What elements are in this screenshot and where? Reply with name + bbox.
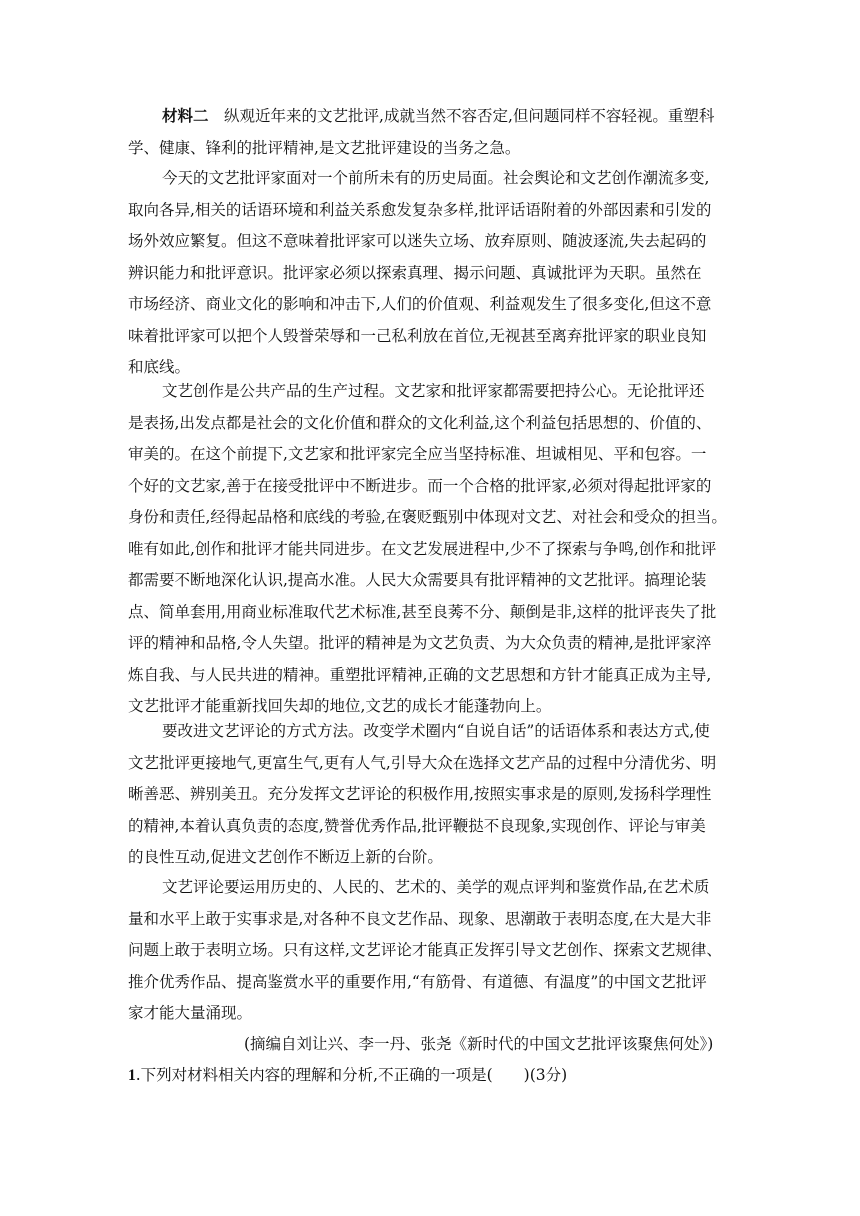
text-line: 和底线。 xyxy=(128,358,191,376)
text-line: 家才能大量涌现。 xyxy=(128,1004,253,1022)
text-span: 纵观近年来的文艺批评,成就当然不容否定,但问题同样不容轻视。重塑科 xyxy=(224,107,715,125)
text-line: 市场经济、商业文化的影响和冲击下,人们的价值观、利益观发生了很多变化,但这不意 xyxy=(128,295,712,313)
material-label: 材料二 xyxy=(162,106,209,125)
text-line: 推介优秀作品、提高鉴赏水平的重要作用,“有筋骨、有道德、有温度”的中国文艺批评 xyxy=(128,972,707,991)
text-line: 的良性互动,促进文艺创作不断迈上新的台阶。 xyxy=(128,848,443,866)
text-line: 是表扬,出发点都是社会的文化价值和群众的文化利益,这个利益包括思想的、价值的、 xyxy=(128,413,712,432)
text-line: 量和水平上敢于实事求是,对各种不良文艺作品、现象、思潮敢于表明态度,在大是大非 xyxy=(128,909,712,928)
text-line: 文艺评论要运用历史的、人民的、艺术的、美学的观点评判和鉴赏作品,在艺术质 xyxy=(162,878,710,896)
text-line: 都需要不断地深化认识,提高水准。人民大众需要具有批评精神的文艺批评。搞理论装 xyxy=(128,571,707,589)
text-line: 味着批评家可以把个人毁誉荣辱和一己私利放在首位,无视甚至离弃批评家的职业良知 xyxy=(128,326,707,345)
text-line: 评的精神和品格,令人失望。批评的精神是为文艺负责、为大众负责的精神,是批评家淬 xyxy=(128,634,712,652)
body-paragraph-1 xyxy=(128,163,748,384)
material-two-paragraph xyxy=(128,100,748,164)
text-line: 的精神,本着认真负责的态度,赞誉优秀作品,批评鞭挞不良现象,实现创作、评论与审美 xyxy=(128,816,706,835)
body-paragraph-3 xyxy=(128,716,748,874)
text-line: 个好的文艺家,善于在接受批评中不断进步。而一个合格的批评家,必须对得起批评家的 xyxy=(128,476,712,495)
question-1 xyxy=(128,1060,567,1091)
text-line: 取向各异,相关的话语环境和利益关系愈发复杂多样,批评话语附着的外部因素和引发的 xyxy=(128,200,712,219)
text-line: 文艺创作是公共产品的生产过程。文艺家和批评家都需要把持公心。无论批评还 xyxy=(162,382,705,400)
text-line: 唯有如此,创作和批评才能共同进步。在文艺发展进程中,少不了探索与争鸣,创作和批评 xyxy=(128,539,717,558)
text-line: 学、健康、锋利的批评精神,是文艺批评建设的当务之急。 xyxy=(128,138,521,157)
text-line: 问题上敢于表明立场。只有这样,文艺评论才能真正发挥引导文艺创作、探索文艺规律、 xyxy=(128,941,722,959)
text-line: 辨识能力和批评意识。批评家必须以探索真理、揭示问题、真诚批评为天职。虽然在 xyxy=(128,263,702,282)
text-line: 炼自我、与人民共进的精神。重塑批评精神,正确的文艺思想和方针才能真正成为主导, xyxy=(128,665,712,684)
text-line: 今天的文艺批评家面对一个前所未有的历史局面。社会舆论和文艺创作潮流多变, xyxy=(162,169,710,187)
source-citation: (摘编自刘让兴、李一丹、张尧《新时代的中国文艺批评该聚焦何处》) xyxy=(244,1035,714,1053)
text-line: 审美的。在这个前提下,文艺家和批评家完全应当坚持标准、坦诚相见、平和包容。一 xyxy=(128,445,707,463)
text-line: 场外效应繁复。但这不意味着批评家可以迷失立场、放弃原则、随波逐流,失去起码的 xyxy=(128,232,707,250)
body-paragraph-4 xyxy=(128,872,748,1030)
text-line: 文艺批评更接地气,更富生气,更有人气,引导大众在选择文艺产品的过程中分清优劣、明 xyxy=(128,753,717,772)
text-line: 身份和责任,经得起品格和底线的考验,在褒贬甄别中体现对文艺、对社会和受众的担当。 xyxy=(128,508,727,526)
text-line: 点、简单套用,用商业标准取代艺术标准,甚至良莠不分、颠倒是非,这样的批评丧失了批 xyxy=(128,602,717,621)
question-number: 1 xyxy=(128,1067,136,1084)
text-line: 晰善恶、辨别美丑。充分发挥文艺评论的积极作用,按照实事求是的原则,发扬科学理性 xyxy=(128,785,712,803)
text-line xyxy=(128,100,748,133)
text-line: 文艺批评才能重新找回失却的地位,文艺的成长才能蓬勃向上。 xyxy=(128,697,552,715)
question-text: .下列对材料相关内容的理解和分析,不正确的一项是( )(3分) xyxy=(135,1066,568,1084)
text-line: 要改进文艺评论的方式方法。改变学术圈内“自说自话”的话语体系和表达方式,使 xyxy=(162,722,710,740)
body-paragraph-2 xyxy=(128,376,748,723)
